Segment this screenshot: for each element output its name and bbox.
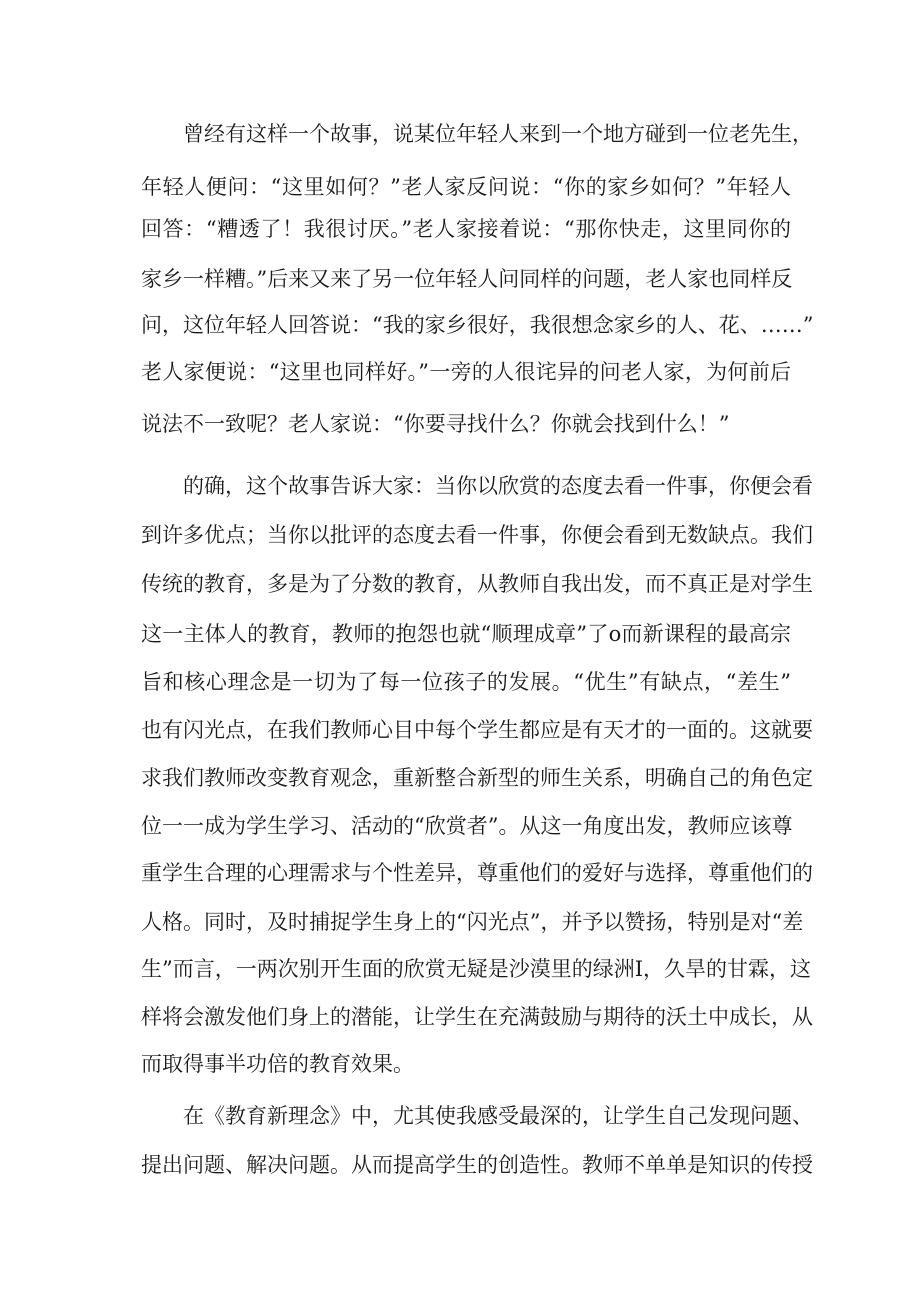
text-line: 也有闪光点，在我们教师心目中每个学生都应是有天才的一面的。这就要 bbox=[141, 718, 813, 742]
text-line: 样将会激发他们身上的潜能，让学生在充满鼓励与期待的沃土中成长，从 bbox=[141, 1005, 813, 1029]
text-line: 家乡一样糟。”后来又来了另一位年轻人问同样的问题，老人家也同样反 bbox=[141, 267, 793, 291]
text-line: 位一一成为学生学习、活动的“欣赏者”。从这一角度出发，教师应该尊 bbox=[141, 814, 793, 838]
text-line: 人格。同时，及时捕捉学生身上的“闪光点”，并予以赞扬，特别是对“差 bbox=[141, 910, 804, 934]
text-line: 年轻人便问：“这里如何？”老人家反问说：“你的家乡如何？”年轻人 bbox=[141, 175, 791, 199]
text-line: 重学生合理的心理需求与个性差异，尊重他们的爱好与选择，尊重他们的 bbox=[141, 861, 813, 885]
text-line: 说法不一致呢？老人家说：“你要寻找什么？你就会找到什么！” bbox=[141, 412, 730, 436]
text-line: 这一主体人的教育，教师的抱怨也就“顺理成章”了o而新课程的最高宗 bbox=[141, 622, 791, 646]
text-line: 回答：“糟透了！我很讨厌。”老人家接着说：“那你快走，这里同你的 bbox=[141, 217, 791, 241]
text-line: 而取得事半功倍的教育效果。 bbox=[141, 1052, 414, 1076]
text-line: 提出问题、解决问题。从而提高学生的创造性。教师不单单是知识的传授 bbox=[141, 1153, 813, 1177]
text-line: 生”而言，一两次别开生面的欣赏无疑是沙漠里的绿洲I，久旱的甘霖，这 bbox=[141, 957, 812, 981]
text-line: 旨和核心理念是一切为了每一位孩子的发展。“优生”有缺点，“差生” bbox=[141, 670, 791, 694]
text-line: 求我们教师改变教育观念，重新整合新型的师生关系，明确自己的角色定 bbox=[141, 766, 813, 790]
text-line: 问，这位年轻人回答说：“我的家乡很好，我很想念家乡的人、花、……” bbox=[141, 313, 814, 337]
text-line: 曾经有这样一个故事，说某位年轻人来到一个地方碰到一位老先生， bbox=[183, 122, 813, 146]
text-line: 在《教育新理念》中，尤其使我感受最深的，让学生自己发现问题、 bbox=[183, 1104, 813, 1128]
text-line: 到许多优点；当你以批评的态度去看一件事，你便会看到无数缺点。我们 bbox=[141, 523, 813, 547]
text-line: 的确，这个故事告诉大家：当你以欣赏的态度去看一件事，你便会看 bbox=[183, 474, 813, 498]
text-line: 传统的教育，多是为了分数的教育，从教师自我出发，而不真正是对学生 bbox=[141, 572, 813, 596]
text-line: 老人家便说：“这里也同样好。”一旁的人很诧异的问老人家，为何前后 bbox=[141, 360, 791, 384]
